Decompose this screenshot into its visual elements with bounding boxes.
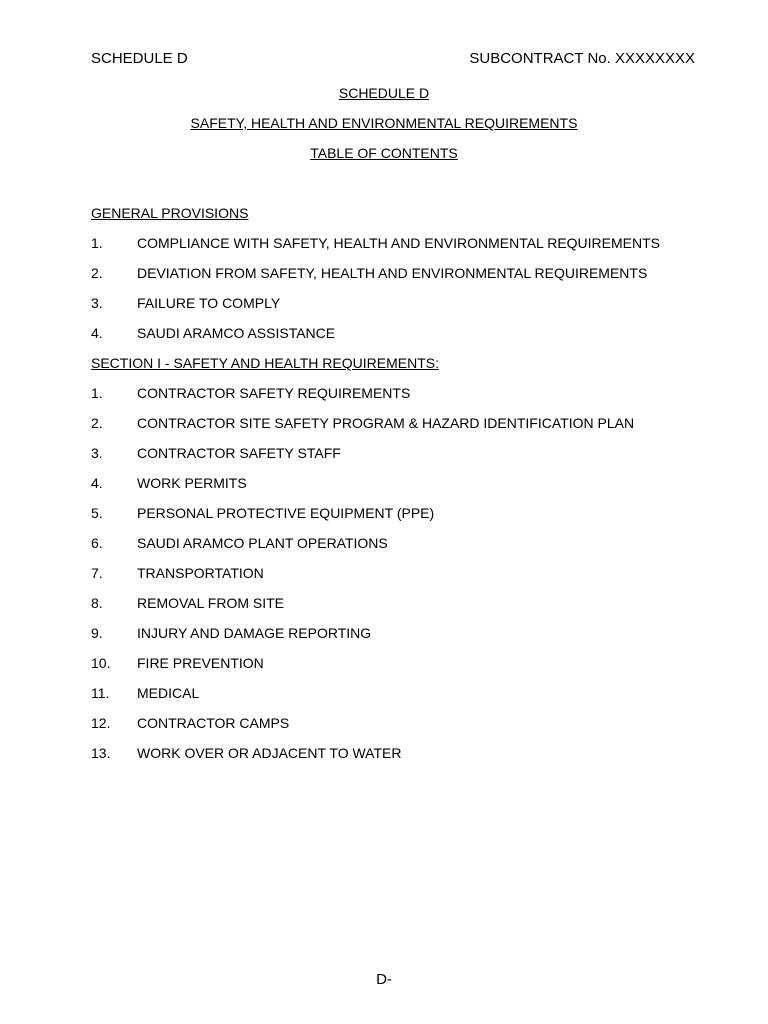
toc-item bbox=[91, 234, 708, 252]
toc-item-text: REMOVAL FROM SITE bbox=[137, 595, 285, 611]
toc-item-text: MEDICAL bbox=[137, 685, 200, 701]
toc-item bbox=[91, 714, 708, 732]
toc-item-number: 9. bbox=[91, 625, 103, 641]
toc-item-number: 7. bbox=[91, 565, 103, 581]
page-footer-number: D- bbox=[376, 971, 392, 988]
section-1-heading: SECTION I - SAFETY AND HEALTH REQUIREMENTS: bbox=[91, 355, 439, 371]
toc-item bbox=[91, 534, 708, 552]
toc-item-number: 3. bbox=[91, 445, 103, 461]
toc-title-text: TABLE OF CONTENTS bbox=[310, 145, 458, 161]
header-schedule-label: SCHEDULE D bbox=[91, 50, 188, 67]
toc-item bbox=[91, 414, 708, 432]
toc-item-text: CONTRACTOR SITE SAFETY PROGRAM & HAZARD IDENTIFICATION PLAN bbox=[137, 415, 635, 431]
toc-item-number: 1. bbox=[91, 385, 103, 401]
toc-item-number: 2. bbox=[91, 415, 103, 431]
toc-item bbox=[91, 564, 708, 582]
toc-item-number: 10. bbox=[91, 655, 111, 671]
toc-item-number: 4. bbox=[91, 325, 103, 341]
toc-item-text: FAILURE TO COMPLY bbox=[137, 295, 281, 311]
toc-title bbox=[0, 144, 768, 162]
toc-item bbox=[91, 654, 708, 672]
schedule-title bbox=[0, 84, 768, 102]
toc-item-text: WORK PERMITS bbox=[137, 475, 247, 491]
toc-item-text: CONTRACTOR SAFETY REQUIREMENTS bbox=[137, 385, 411, 401]
subject-title-text: SAFETY, HEALTH AND ENVIRONMENTAL REQUIREMENTS bbox=[190, 115, 578, 131]
toc-item-number: 13. bbox=[91, 745, 111, 761]
toc-item-text: CONTRACTOR SAFETY STAFF bbox=[137, 445, 341, 461]
toc-item bbox=[91, 324, 708, 342]
toc-item-text: COMPLIANCE WITH SAFETY, HEALTH AND ENVIRONMENTAL REQUIREMENTS bbox=[137, 235, 660, 251]
toc-item-text: SAUDI ARAMCO PLANT OPERATIONS bbox=[137, 535, 388, 551]
toc-item bbox=[91, 384, 708, 402]
toc-item-number: 4. bbox=[91, 475, 103, 491]
toc-item-number: 6. bbox=[91, 535, 103, 551]
toc-item bbox=[91, 684, 708, 702]
toc-item bbox=[91, 444, 708, 462]
toc-item-number: 8. bbox=[91, 595, 103, 611]
toc-item-number: 1. bbox=[91, 235, 103, 251]
toc-item-number: 5. bbox=[91, 505, 103, 521]
header-subcontract-number: SUBCONTRACT No. XXXXXXXX bbox=[469, 50, 695, 67]
toc-item-text: CONTRACTOR CAMPS bbox=[137, 715, 290, 731]
toc-item bbox=[91, 744, 708, 762]
toc-item-number: 12. bbox=[91, 715, 111, 731]
general-provisions-heading: GENERAL PROVISIONS bbox=[91, 205, 249, 221]
toc-item bbox=[91, 474, 708, 492]
toc-item bbox=[91, 594, 708, 612]
toc-item bbox=[91, 624, 708, 642]
toc-item-text: SAUDI ARAMCO ASSISTANCE bbox=[137, 325, 336, 341]
toc-item-number: 3. bbox=[91, 295, 103, 311]
toc-item-text: PERSONAL PROTECTIVE EQUIPMENT (PPE) bbox=[137, 505, 435, 521]
toc-item-text: DEVIATION FROM SAFETY, HEALTH AND ENVIRONMENTAL REQUIREMENTS bbox=[137, 265, 648, 281]
toc-item-text: INJURY AND DAMAGE REPORTING bbox=[137, 625, 372, 641]
toc-item bbox=[91, 264, 708, 282]
toc-item-text: WORK OVER OR ADJACENT TO WATER bbox=[137, 745, 402, 761]
toc-item bbox=[91, 504, 708, 522]
toc-item-number: 11. bbox=[91, 685, 110, 701]
page-header bbox=[91, 50, 695, 70]
toc-item-number: 2. bbox=[91, 265, 103, 281]
toc-item bbox=[91, 294, 708, 312]
toc-item-text: FIRE PREVENTION bbox=[137, 655, 264, 671]
schedule-title-text: SCHEDULE D bbox=[338, 85, 430, 101]
toc-item-text: TRANSPORTATION bbox=[137, 565, 264, 581]
subject-title bbox=[0, 114, 768, 132]
